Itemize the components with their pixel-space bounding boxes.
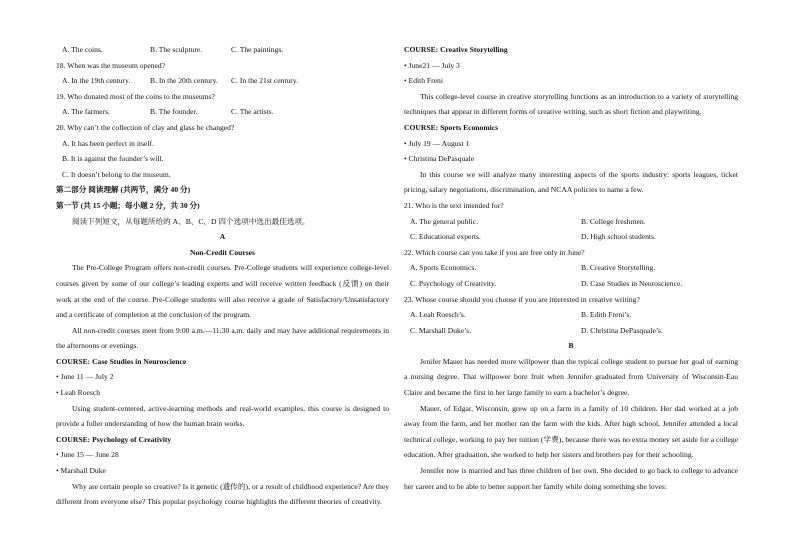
q21-options <box>404 214 738 230</box>
course-teacher: • Leah Roesch <box>56 388 100 398</box>
q18-option-c: C. In the 21st century. <box>231 76 298 86</box>
q18-stem: 18. When was the museum opened? <box>56 60 166 70</box>
q21-option-a: A. The general public. <box>410 216 478 226</box>
q18-option-a: A. In the 19th century. <box>62 76 131 86</box>
q23-stem: 23. Whose course should you choose if you are interested in creative writing? <box>404 294 640 304</box>
q23-option-a: A. Leah Roesch’s. <box>410 310 466 320</box>
q22-option-d: D. Case Studies in Neuroscience. <box>581 278 683 288</box>
reading-instruction: 阅读下列短文，从每题所给的 A、B、C、D 四个选项中选出最佳选项。 <box>72 216 310 226</box>
q19-stem: 19. Who donated most of the coins to the museums? <box>56 91 215 101</box>
q17-option-a: A. The coins. <box>62 45 103 54</box>
passage-a-intro: The Pre-College Program offers non-credit courses. Pre-College students will experience college-level courses given by some of our college’s leading experts and will receive written feedback (反馈) on their work at the end of the course. Pre-College students will also receive a grade of Satisfactory/Unsatisfactory and a certificate of completion at the conclusion of the program. <box>56 263 389 320</box>
course-title: COURSE: Psychology of Creativity <box>56 434 172 444</box>
q18-option-b: B. In the 20th century. <box>150 76 218 86</box>
course-description: Using student-centered, active-learning methods and real-world examples, this course is designed to provide a fuller understanding of how the human brain works. <box>56 403 389 429</box>
passage-b-paragraph: Jenifer Mauer has needed more willpower than the typical college student to pursue her goal of earning a nursing degree. That willpower bore fruit when Jennifer graduated from University of Wisconsin-Eau Claire and became the first in her large family to earn a bachelor’s degree. <box>404 356 738 398</box>
q20-option-c: C. It doesn’t belong to the museum. <box>62 169 171 179</box>
passage-b-letter: B <box>568 341 574 351</box>
passage-a-letter: A <box>219 232 226 242</box>
course-title: COURSE: Sports Economics <box>404 122 499 132</box>
course-description: This college-level course in creative storytelling functions as an introduction to a variety of storytelling techniques that appear in different forms of creative writing, such as short fiction and playwriting. <box>404 91 738 117</box>
q23-options-row2 <box>404 323 738 339</box>
course-teacher: • Christina DePasquale <box>404 154 475 164</box>
q21-option-b: B. College freshmen. <box>581 216 646 226</box>
course-teacher: • Marshall Duke <box>56 466 106 476</box>
course-title: COURSE: Creative Storytelling <box>404 45 508 54</box>
course-teacher: • Edith Freni <box>404 76 443 86</box>
q19-option-b: B. The founder. <box>150 107 198 117</box>
q21-option-c: C. Educational experts. <box>410 232 481 242</box>
q23-option-c: C. Marshall Duke’s. <box>410 325 472 335</box>
q22-option-b: B. Creative Storytelling. <box>581 263 656 273</box>
q17-option-b: B. The sculpture. <box>150 45 203 54</box>
q22-stem: 22. Which course can you take if you are free only in June? <box>404 247 585 257</box>
q22-option-c: C. Psychology of Creativity. <box>410 278 497 288</box>
q23-options <box>404 307 738 323</box>
q21-option-d: D. High school students. <box>581 232 656 242</box>
q20-option-a: A. It has been perfect in itself. <box>62 138 154 148</box>
q19-options <box>56 104 389 120</box>
q21-options-row2 <box>404 229 738 245</box>
q22-option-a: A. Sports Economics. <box>410 263 477 273</box>
part-two-heading: 第二部分 阅读理解 (共两节，满分 40 分) <box>56 185 191 195</box>
q19-option-c: C. The artists. <box>231 107 274 117</box>
q23-option-d: D. Christina DePasquale’s. <box>581 325 663 335</box>
q21-stem: 21. Who is the text intended for? <box>404 200 504 210</box>
q23-option-b: B. Edith Freni’s. <box>581 310 632 320</box>
right-column <box>404 42 738 494</box>
course-description: Why are certain people so creative? Is it genetic (遗传的), or a result of childhood experience? Are they different from everyone else? This popular psychology course highlights the different theories of creativity. <box>56 481 389 507</box>
q19-option-a: A. The farmers. <box>62 107 110 117</box>
course-title: COURSE: Case Studies in Neuroscience <box>56 356 187 366</box>
passage-b-paragraph: Mauer, of Edgar, Wisconsin, grew up on a farm in a family of 10 children. Her dad worked at a job away from the farm, and her mother ran the farm with the kids. After high school, Jennifer attended a local technical college, working to pay her tuition (学费), because there was no extra money set aside for a college education. After graduation, she worked to help her sisters and brothers pay for their schooling. <box>404 403 738 460</box>
q22-options-row2 <box>404 276 738 292</box>
course-date: • June21 — July 3 <box>404 60 460 70</box>
left-column <box>56 42 389 510</box>
q18-options <box>56 73 389 89</box>
q20-stem: 20. Why can’t the collection of clay and glass be changed? <box>56 122 235 132</box>
section-one-heading: 第一节 (共 15 小题；每小题 2 分，共 30 分) <box>56 200 200 210</box>
q20-option-b: B. It is against the founder’s will. <box>62 154 164 164</box>
course-date: • July 19 — August 1 <box>404 138 470 148</box>
q17-option-c: C. The paintings. <box>231 45 284 54</box>
course-date: • June 11 — July 2 <box>56 372 114 382</box>
course-date: • June 15 — June 28 <box>56 450 119 460</box>
passage-a-hours: All non-credit courses meet from 9:00 a.m.—11:30 a.m. daily and may have additional requirements in the afternoons or evenings. <box>56 325 389 351</box>
q17-options <box>56 42 389 58</box>
course-description: In this course we will analyze many interesting aspects of the sports industry: sports leagues, ticket pricing, salary negotiations, discrimination, and NCAA policies to name a few. <box>404 169 738 195</box>
passage-b-paragraph: Jennifer now is married and has three children of her own. She decided to go back to college to advance her career and to be able to better support her family while doing something she loves: <box>404 466 738 491</box>
q22-options <box>404 260 738 276</box>
passage-a-title: Non-Credit Courses <box>189 247 256 257</box>
